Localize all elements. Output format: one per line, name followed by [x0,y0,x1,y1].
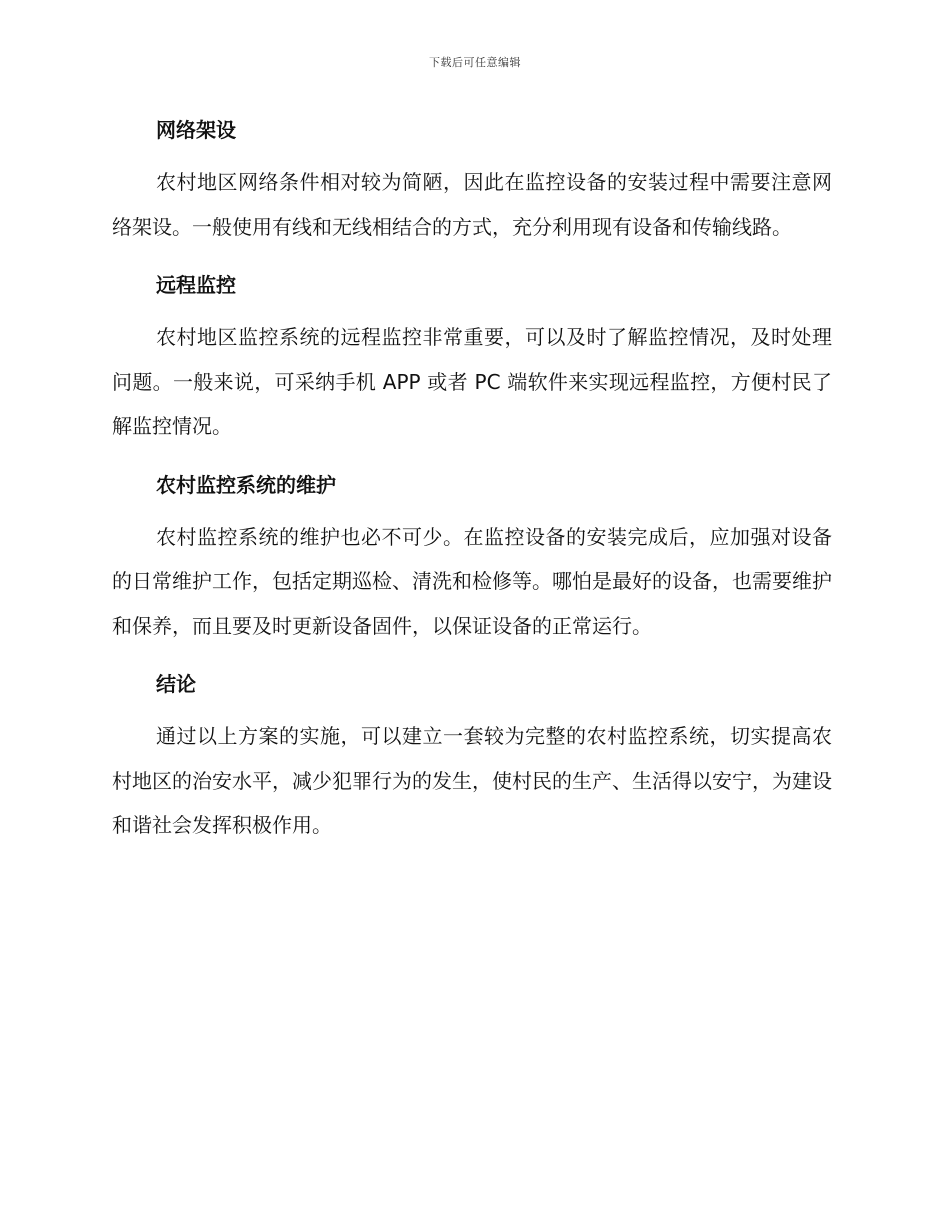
section-remote-monitoring [112,265,832,449]
document-body [112,110,832,864]
section-paragraph: 农村监控系统的维护也必不可少。在监控设备的安装完成后，应加强对设备的日常维护工作，包括定期巡检、清洗和检修等。哪怕是最好的设备，也需要维护和保养，而且要及时更新设备固件，以保证设备的正常运行。 [112,524,832,638]
section-heading: 结论 [156,672,196,696]
section-paragraph: 农村地区监控系统的远程监控非常重要，可以及时了解监控情况，及时处理问题。一般来说，可采纳手机 APP 或者 PC 端软件来实现远程监控，方便村民了解监控情况。 [112,325,832,438]
section-heading: 网络架设 [156,118,236,142]
section-network-setup [112,110,832,249]
section-paragraph: 通过以上方案的实施，可以建立一套较为完整的农村监控系统，切实提高农村地区的治安水平，减少犯罪行为的发生，使村民的生产、生活得以安宁，为建设和谐社会发挥积极作用。 [112,724,832,837]
section-paragraph: 农村地区网络条件相对较为简陋，因此在监控设备的安装过程中需要注意网络架设。一般使用有线和无线相结合的方式，充分利用现有设备和传输线路。 [112,170,832,239]
section-heading: 远程监控 [156,273,236,297]
header-note: 下载后可任意编辑 [429,56,521,69]
section-heading: 农村监控系统的维护 [156,472,336,497]
section-conclusion [112,664,832,848]
section-maintenance [112,465,832,649]
